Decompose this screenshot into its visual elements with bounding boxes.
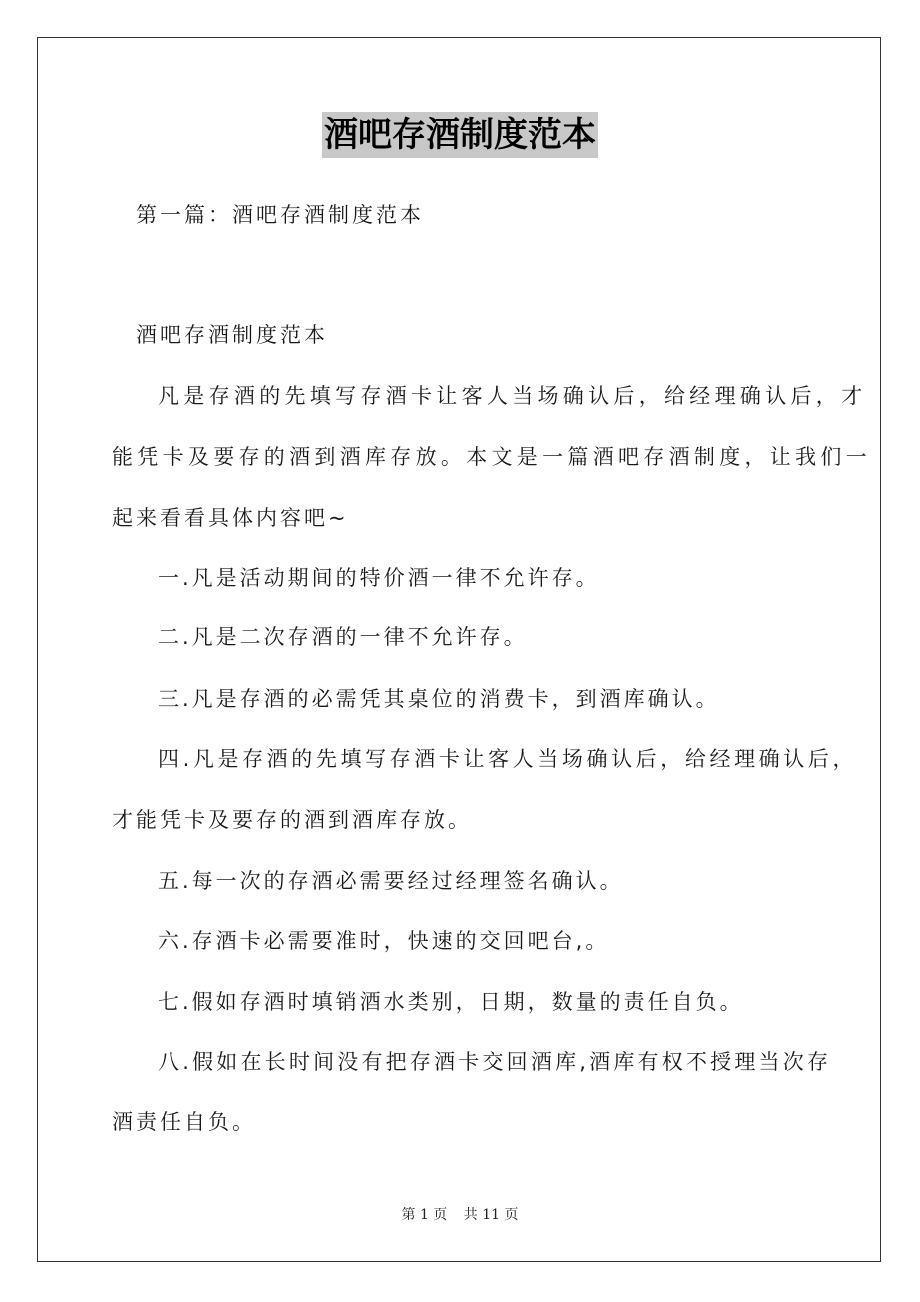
rule-6: 六.存酒卡必需要准时，快速的交回吧台,。 [158, 929, 610, 953]
rule-8-line-1: 八.假如在长时间没有把存酒卡交回酒库,酒库有权不授理当次存 [158, 1050, 832, 1074]
page-total: 共 11 页 [463, 1207, 519, 1223]
section-heading: 第一篇：酒吧存酒制度范本 [136, 203, 424, 227]
intro-line-3: 起来看看具体内容吧~ [112, 506, 349, 530]
rule-4-line-1: 四.凡是存酒的先填写存酒卡让客人当场确认后，给经理确认后， [158, 747, 858, 771]
subtitle: 酒吧存酒制度范本 [136, 323, 328, 347]
rule-8-line-2: 酒责任自负。 [112, 1110, 256, 1134]
page-current: 第 1 页 [401, 1207, 448, 1223]
intro-line-1: 凡是存酒的先填写存酒卡让客人当场确认后，给经理确认后，才 [158, 384, 867, 408]
rule-5: 五.每一次的存酒必需要经过经理签名确认。 [158, 869, 624, 893]
rule-3: 三.凡是存酒的必需凭其桌位的消费卡，到酒库确认。 [158, 687, 720, 711]
title-container [0, 112, 920, 158]
rule-1: 一.凡是活动期间的特价酒一律不允许存。 [158, 566, 600, 590]
document-title: 酒吧存酒制度范本 [322, 112, 598, 158]
rule-7: 七.假如存酒时填销酒水类别，日期，数量的责任自负。 [158, 990, 744, 1014]
page-footer [0, 1205, 920, 1225]
intro-line-2: 能凭卡及要存的酒到酒库存放。本文是一篇酒吧存酒制度，让我们一 [112, 445, 871, 469]
rule-4-line-2: 才能凭卡及要存的酒到酒库存放。 [112, 808, 472, 832]
rule-2: 二.凡是二次存酒的一律不允许存。 [158, 625, 528, 649]
